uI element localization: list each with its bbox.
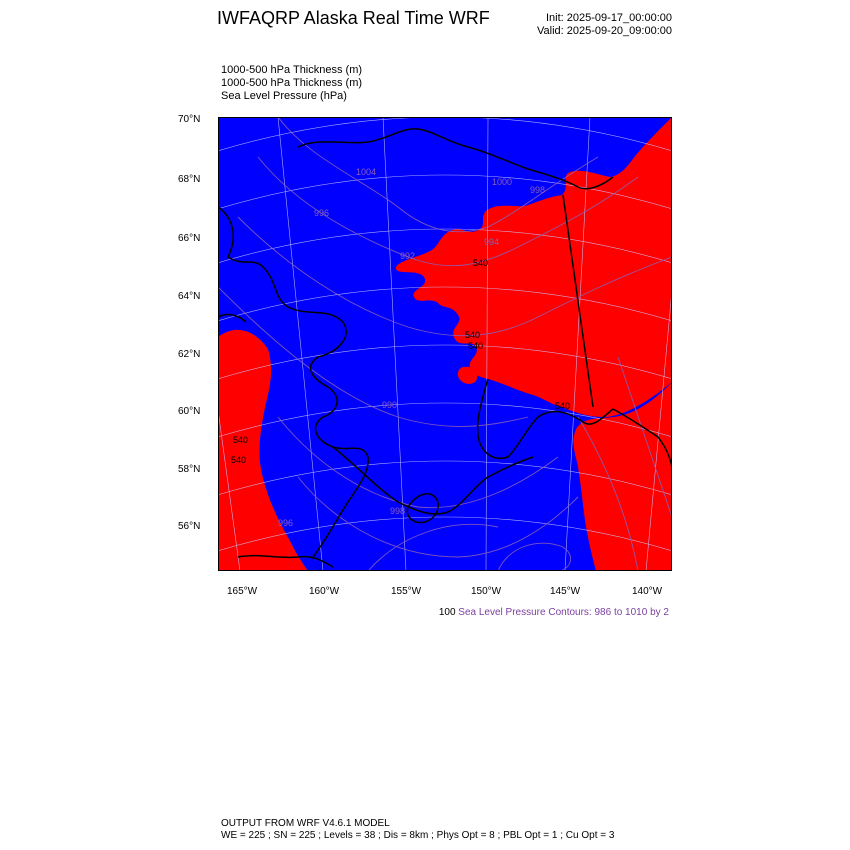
init-time: Init: 2025-09-17_00:00:00 — [546, 12, 672, 24]
field-thickness-2: 1000-500 hPa Thickness (m) — [221, 77, 363, 89]
slp-label: 994 — [484, 237, 500, 247]
lat-label-58: 58°N — [178, 464, 201, 475]
slp-label: 998 — [530, 185, 546, 195]
time-info — [537, 12, 672, 38]
lon-label-140w: 140°W — [632, 586, 663, 597]
map-title: IWFAQRP Alaska Real Time WRF — [217, 8, 490, 28]
lat-label-68: 68°N — [178, 174, 201, 185]
lat-label-56: 56°N — [178, 521, 201, 532]
lat-label-66: 66°N — [178, 233, 201, 244]
map-panel — [218, 117, 672, 571]
lon-label-165w: 165°W — [227, 586, 258, 597]
slp-label: 996 — [314, 208, 330, 218]
thickness-label: 540 — [473, 258, 489, 268]
thickness-label: 540 — [468, 341, 484, 351]
field-legend — [221, 64, 362, 103]
valid-time: Valid: 2025-09-20_09:00:00 — [537, 25, 672, 37]
lon-label-150w: 150°W — [471, 586, 502, 597]
slp-label: 998 — [390, 506, 406, 516]
lat-label-64: 64°N — [178, 291, 201, 302]
thickness-label: 540 — [233, 435, 249, 445]
lon-label-155w: 155°W — [391, 586, 422, 597]
lat-label-70: 70°N — [178, 114, 201, 125]
model-footer — [221, 818, 614, 842]
lon-label-145w: 145°W — [550, 586, 581, 597]
lat-label-62: 62°N — [178, 349, 201, 360]
lat-label-60: 60°N — [178, 406, 201, 417]
footer-line-1: OUTPUT FROM WRF V4.6.1 MODEL — [221, 818, 390, 829]
thickness-label: 540 — [555, 401, 571, 411]
slp-label: 996 — [278, 518, 294, 528]
contour-note-prefix: 100 — [438, 607, 456, 618]
slp-label: 1004 — [356, 167, 377, 177]
slp-label: 1000 — [492, 177, 513, 187]
field-thickness-1: 1000-500 hPa Thickness (m) — [221, 64, 363, 76]
field-slp: Sea Level Pressure (hPa) — [221, 90, 347, 102]
thickness-label: 540 — [231, 455, 247, 465]
slp-label: 992 — [400, 251, 416, 261]
thickness-label: 540 — [465, 330, 481, 340]
contour-note-text: Sea Level Pressure Contours: 986 to 1010 by 2 — [458, 607, 669, 618]
slp-label: 990 — [382, 400, 398, 410]
footer-line-2: WE = 225 ; SN = 225 ; Levels = 38 ; Dis = 8km ; Phys Opt = 8 ; PBL Opt = 1 ; Cu Opt = 3 — [221, 830, 615, 841]
contour-note — [439, 607, 669, 618]
lon-label-160w: 160°W — [309, 586, 340, 597]
